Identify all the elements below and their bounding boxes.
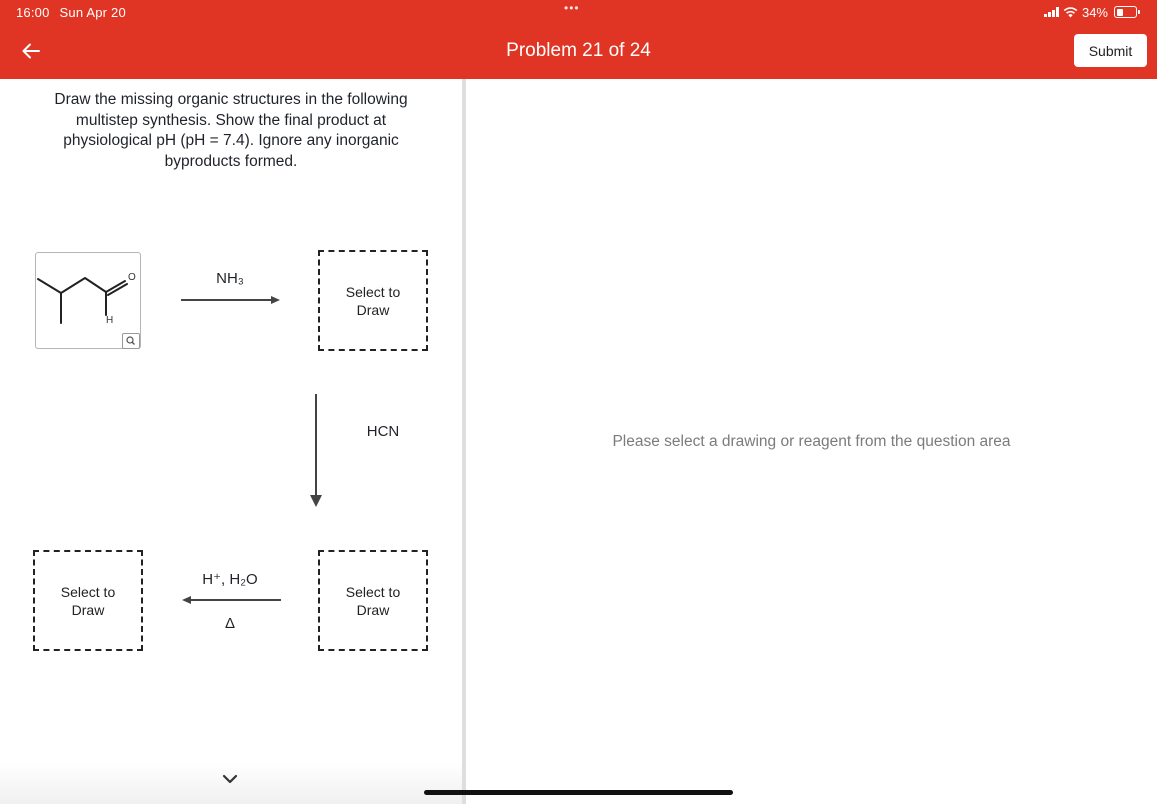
status-date: Sun Apr 20 — [59, 5, 126, 20]
reagent-step3-heat-label: Δ — [224, 615, 236, 632]
multitasking-dots[interactable]: ••• — [564, 1, 580, 15]
question-instructions: Draw the missing organic structures in the following multistep synthesis. Show the final product at physiological pH (pH = 7.4). Ignore any inorganic byproducts formed. — [54, 91, 408, 170]
reagent-step2-label[interactable]: HCN — [366, 423, 400, 440]
header-bar — [0, 0, 1157, 79]
reaction-arrow-left — [180, 594, 282, 606]
starting-material-structure[interactable] — [35, 252, 141, 349]
status-time: 16:00 — [16, 5, 50, 20]
reaction-arrow-right — [180, 294, 282, 306]
back-arrow-icon[interactable] — [18, 38, 44, 64]
drawing-panel — [466, 79, 1157, 804]
home-indicator[interactable] — [424, 790, 733, 795]
question-panel — [0, 79, 462, 804]
atom-label-hydrogen: H — [106, 315, 114, 326]
atom-label-oxygen: O — [128, 272, 136, 283]
draw-box-final-product[interactable]: Select to Draw — [33, 550, 143, 651]
draw-box-intermediate-1[interactable]: Select to Draw — [318, 250, 428, 351]
page-title: Problem 21 of 24 — [506, 40, 651, 61]
status-indicators — [1044, 4, 1137, 20]
reagent-step3-label[interactable]: H⁺, H₂O — [202, 571, 258, 588]
draw-box-intermediate-2[interactable]: Select to Draw — [318, 550, 428, 651]
status-bar-clock — [16, 5, 126, 20]
reaction-arrow-down — [307, 393, 325, 509]
chevron-down-icon[interactable] — [220, 772, 240, 788]
reagent-step1-label[interactable]: NH₃ — [216, 270, 244, 287]
wifi-icon — [1063, 7, 1078, 18]
battery-percent: 34% — [1081, 4, 1108, 20]
battery-icon — [1114, 6, 1137, 18]
cellular-signal-icon — [1044, 7, 1059, 17]
submit-button[interactable]: Submit — [1074, 34, 1147, 67]
drawing-panel-placeholder: Please select a drawing or reagent from the question area — [612, 433, 1011, 450]
zoom-icon[interactable] — [122, 333, 140, 349]
